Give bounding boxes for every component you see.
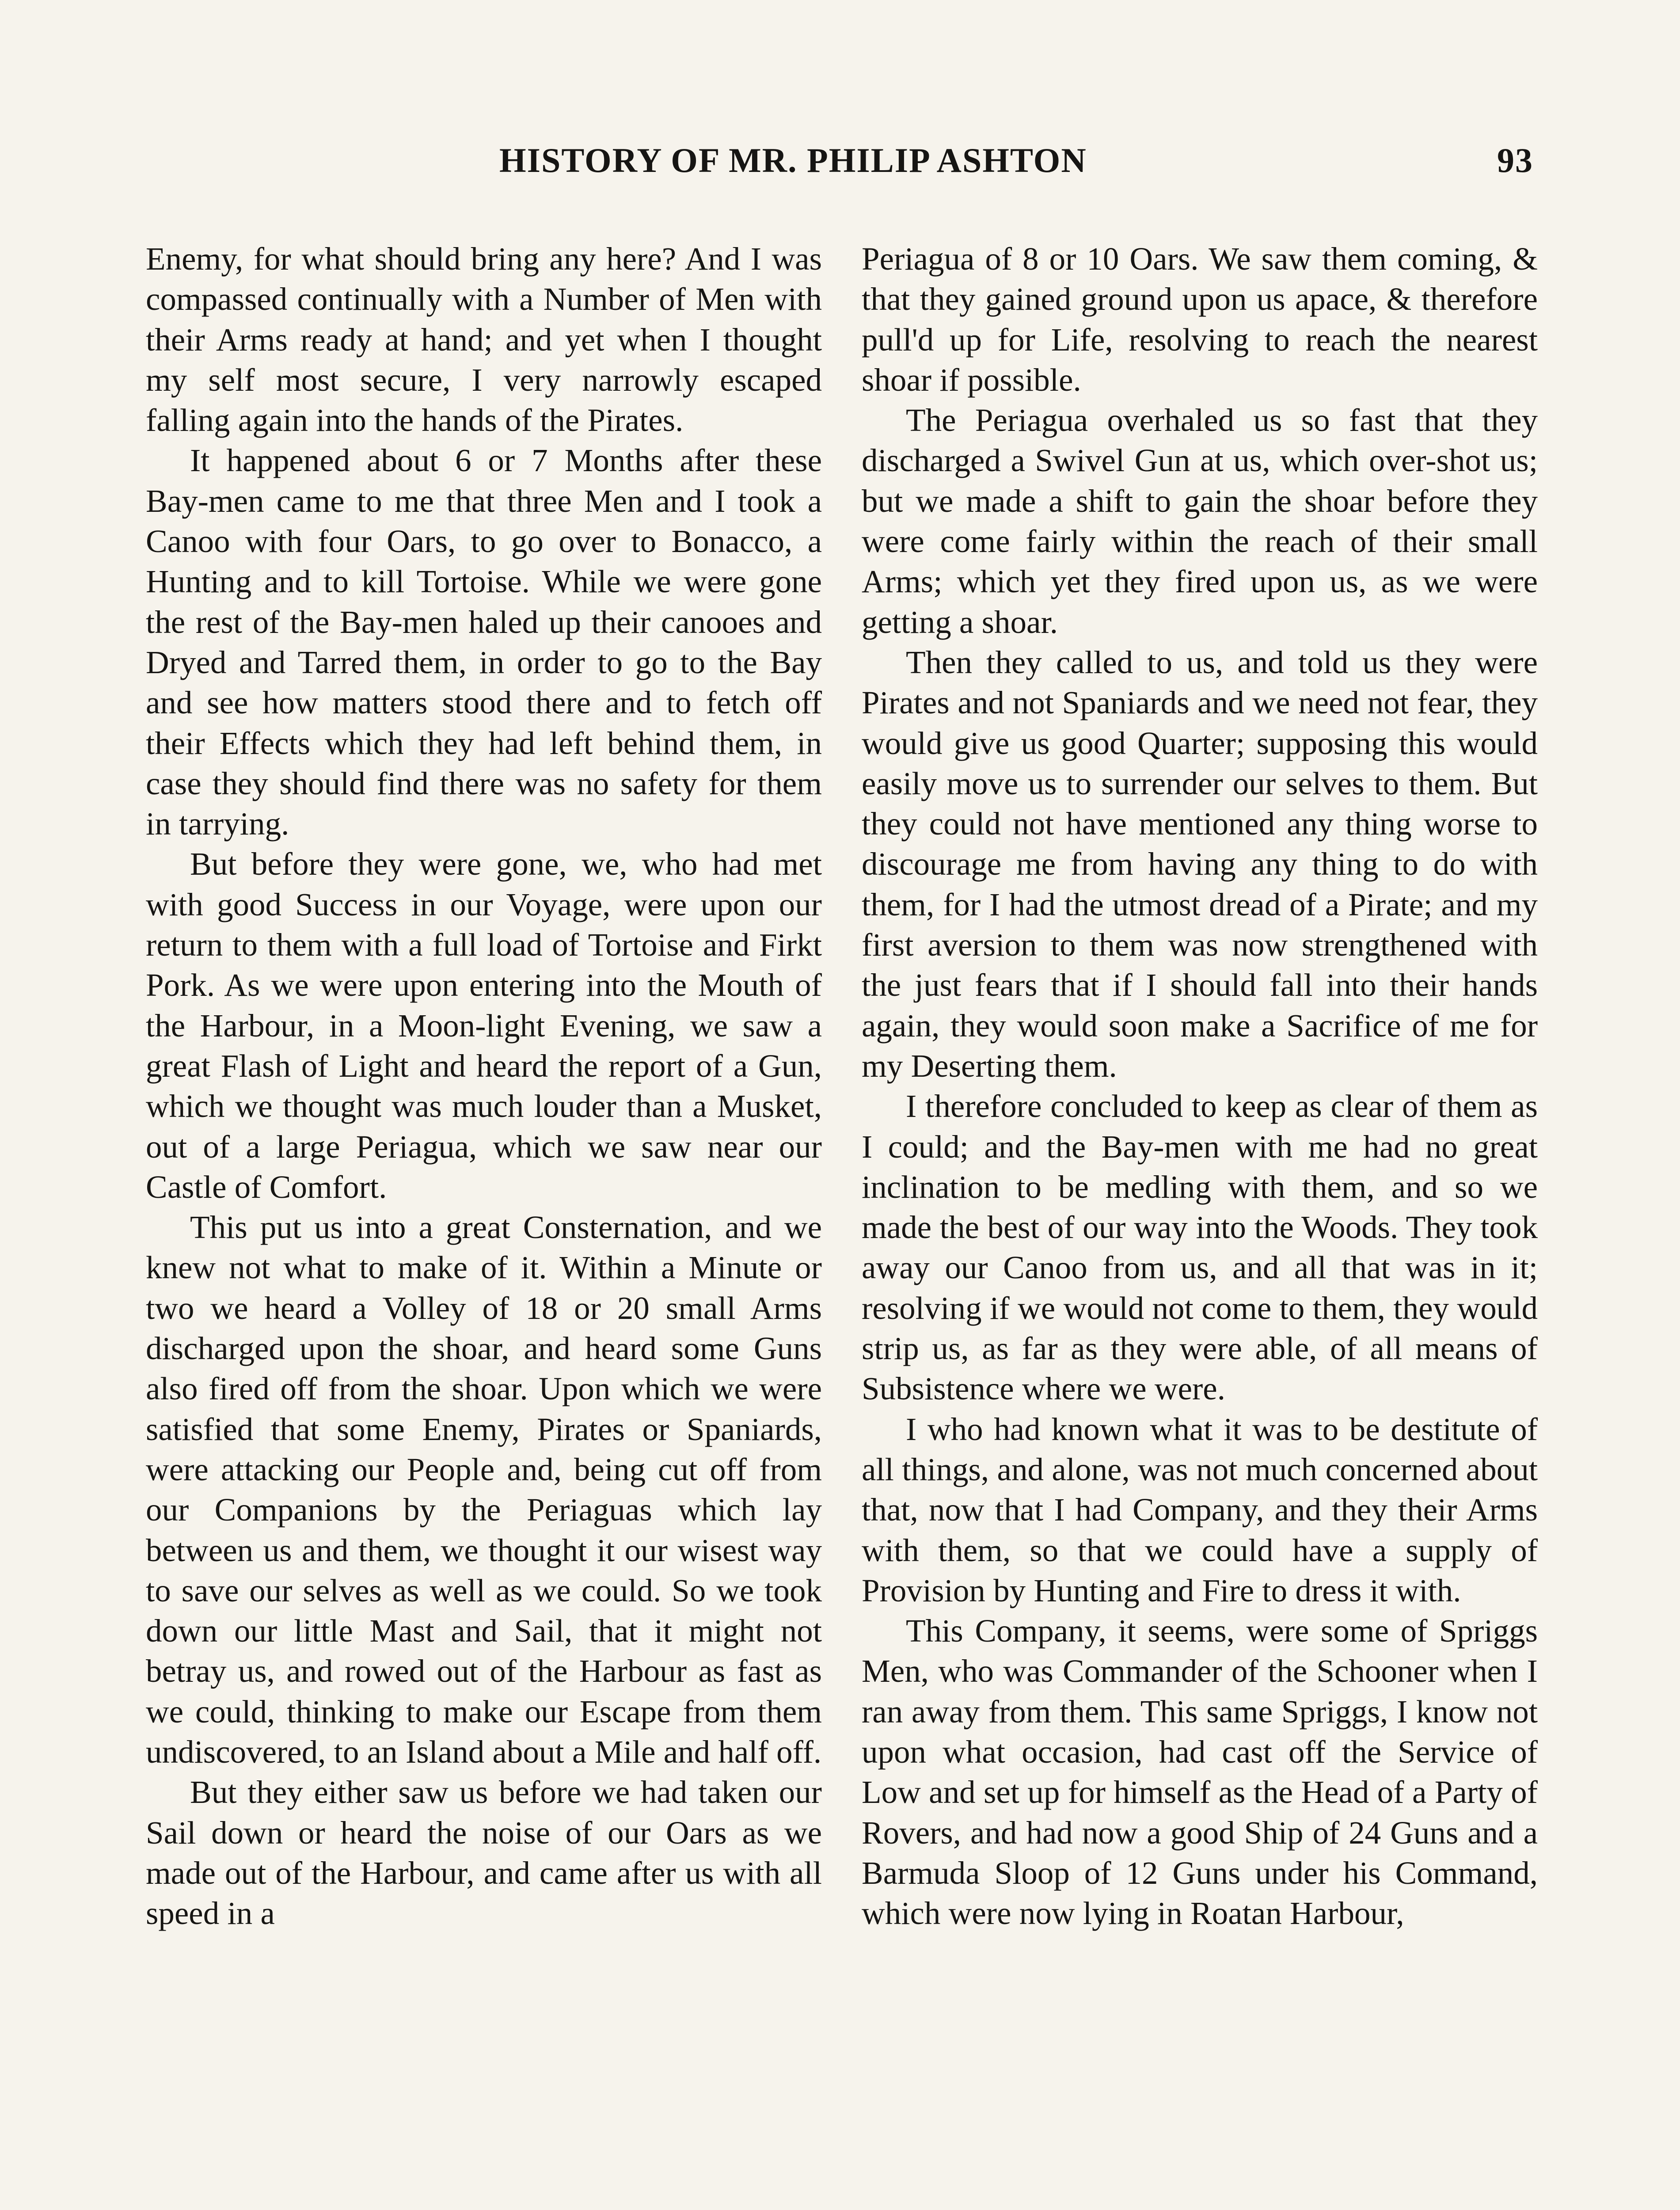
paragraph: Periagua of 8 or 10 Oars. We saw them coming, & that they gained ground upon us apace, & therefore pull'd up for Life, resolving to reach the nearest shoar if possible.	[862, 241, 1538, 398]
left-column	[146, 239, 822, 1933]
paragraph: I who had known what it was to be destitute of all things, and alone, was not much concerned about that, now that I had Company, and they their Arms with them, so that we could have a supply of Provision by Hunting and Fire to dress it with.	[862, 1411, 1538, 1608]
paragraph: The Periagua overhaled us so fast that they discharged a Swivel Gun at us, which over-shot us; but we made a shift to gain the shoar before they were come fairly within the reach of their small Arms; which yet they fired upon us, as we were getting a shoar.	[862, 402, 1538, 640]
page-number: 93	[1497, 141, 1533, 179]
right-column	[862, 239, 1538, 1933]
paragraph: This put us into a great Consternation, and we knew not what to make of it. Within a Minute or two we heard a Volley of 18 or 20 small Arms discharged upon the shoar, and heard some Guns also fired off from the shoar. Upon which we were satisfied that some Enemy, Pirates or Spaniards, were attacking our People and, being cut off from our Companions by the Periaguas which lay between us and them, we thought it our wisest way to save our selves as well as we could. So we took down our little Mast and Sail, that it might not betray us, and rowed out of the Harbour as fast as we could, thinking to make our Escape from them undiscovered, to an Island about a Mile and half off.	[146, 1209, 822, 1770]
running-title: HISTORY OF MR. PHILIP ASHTON	[499, 141, 1087, 179]
paragraph: I therefore concluded to keep as clear of them as I could; and the Bay-men with me had no great inclination to be medling with them, and so we made the best of our way into the Woods. They took away our Canoo from us, and all that was in it; resolving if we would not come to them, they would strip us, as far as they were able, of all means of Subsistence where we were.	[862, 1088, 1538, 1407]
paragraph: It happened about 6 or 7 Months after these Bay-men came to me that three Men and I took a Canoo with four Oars, to go over to Bonacco, a Hunting and to kill Tortoise. While we were gone the rest of the Bay-men haled up their canooes and Dryed and Tarred them, in order to go to the Bay and see how matters stood there and to fetch off their Effects which they had left behind them, in case they should find there was no safety for them in tarrying.	[146, 442, 822, 842]
paragraph: But before they were gone, we, who had met with good Success in our Voyage, were upon our return to them with a full load of Tortoise and Firkt Pork. As we were upon entering into the Mouth of the Harbour, in a Moon-light Evening, we saw a great Flash of Light and heard the report of a Gun, which we thought was much louder than a Musket, out of a large Periagua, which we saw near our Castle of Comfort.	[146, 846, 822, 1205]
running-head	[146, 141, 1533, 194]
paragraph: Then they called to us, and told us they were Pirates and not Spaniards and we need not fear, they would give us good Quarter; supposing this would easily move us to surrender our selves to them. But they could not have mentioned any thing worse to discourage me from having any thing to do with them, for I had the utmost dread of a Pirate; and my first aversion to them was now strengthened with the just fears that if I should fall into their hands again, they would soon make a Sacrifice of me for my Deserting them.	[862, 644, 1538, 1084]
paragraph: This Company, it seems, were some of Spriggs Men, who was Commander of the Schooner when I ran away from them. This same Spriggs, I know not upon what occasion, had cast off the Service of Low and set up for himself as the Head of a Party of Rovers, and had now a good Ship of 24 Guns and a Barmuda Sloop of 12 Guns under his Command, which were now lying in Roatan Harbour,	[862, 1613, 1538, 1932]
paragraph: But they either saw us before we had taken our Sail down or heard the noise of our Oars as we made out of the Harbour, and came after us with all speed in a	[146, 1774, 822, 1932]
paragraph: Enemy, for what should bring any here? And I was compassed continually with a Number of Men with their Arms ready at hand; and yet when I thought my self most secure, I very narrowly escaped falling again into the hands of the Pirates.	[146, 241, 822, 438]
